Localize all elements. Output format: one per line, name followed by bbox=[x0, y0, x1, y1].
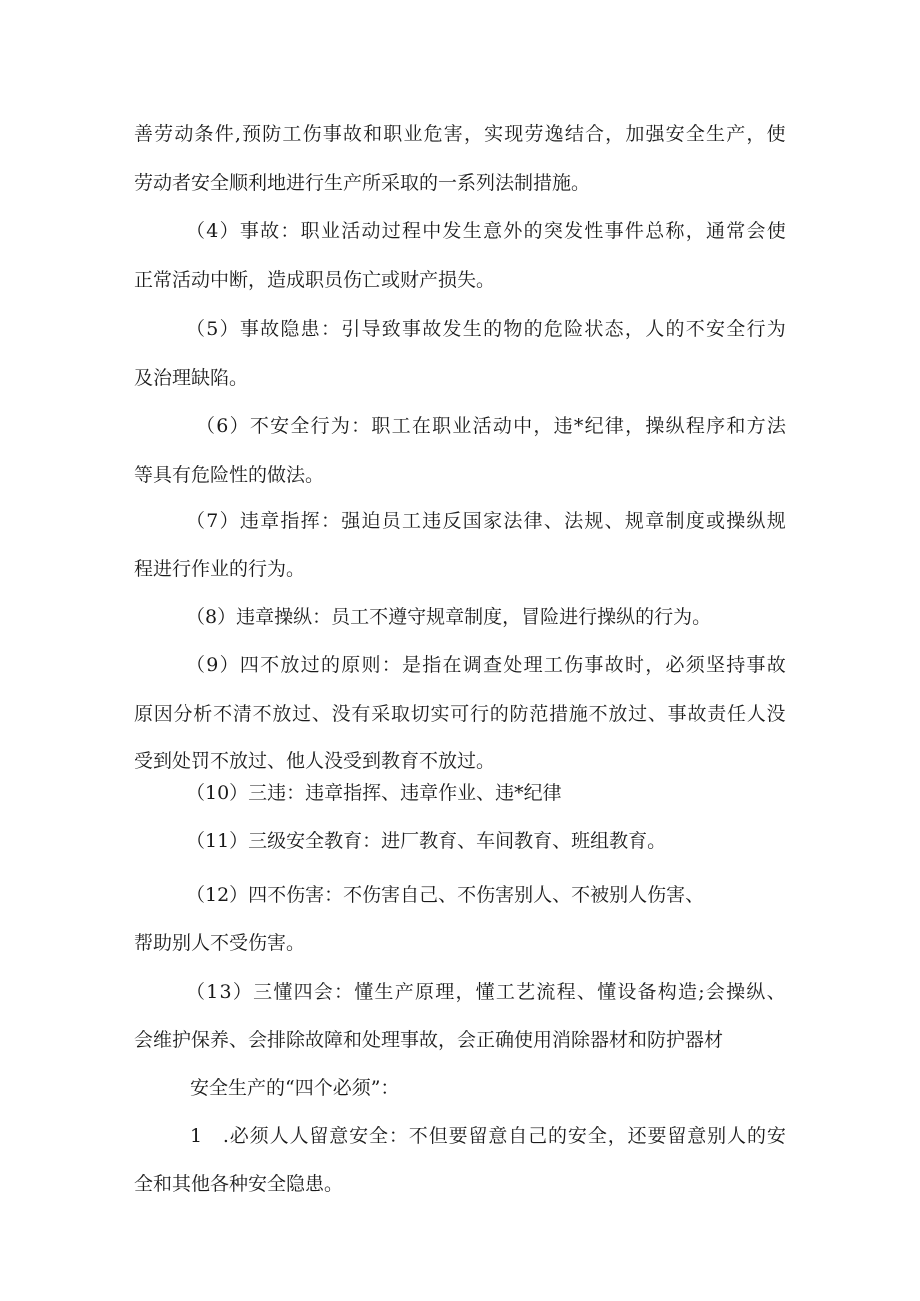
text-line: （11）三级安全教育：进厂教育、车间教育、班组教育。 bbox=[186, 830, 667, 852]
text-line: 会维护保养、会排除故障和处理事故，会正确使用消除器材和防护器材 bbox=[134, 1029, 724, 1051]
text-line: 全和其他各种安全隐患。 bbox=[134, 1173, 344, 1195]
text-line: 正常活动中断，造成职员伤亡或财产损失。 bbox=[134, 269, 496, 291]
text-line: （ 5 ） 事 故 隐 患 ： 引 导 致 事 故 发 生 的 物 的 危 险 状 态 ， 人 的 不 安 全 行 为 bbox=[186, 318, 786, 340]
text-line: 1 . 必 须 人 人 留 意 安 全 ： 不 但 要 留 意 自 己 的 安 全 ， 还 要 留 意 别 人 的 安 bbox=[190, 1125, 786, 1147]
text-line: （ 4 ） 事 故 ： 职 业 活 动 过 程 中 发 生 意 外 的 突 发 性 事 件 总 称 ， 通 常 会 使 bbox=[186, 220, 786, 242]
text-line: 善 劳 动 条 件 , 预 防 工 伤 事 故 和 职 业 危 害 ， 实 现 劳 逸 结 合 ， 加 强 安 全 生 产 ， 使 bbox=[134, 123, 786, 145]
text-line: 程进行作业的行为。 bbox=[134, 558, 306, 580]
text-line: 原 因 分 析 不 清 不 放 过 、 没 有 采 取 切 实 可 行 的 防 范 措 施 不 放 过 、 事 故 责 任 人 没 bbox=[134, 703, 786, 725]
text-line: 及治理缺陷。 bbox=[134, 367, 249, 389]
text-line: （8）违章操纵：员工不遵守规章制度，冒险进行操纵的行为。 bbox=[186, 606, 712, 628]
text-line: （ 7 ） 违 章 指 挥 ： 强 迫 员 工 违 反 国 家 法 律 、 法 规 、 规 章 制 度 或 操 纵 规 bbox=[186, 510, 786, 532]
text-line: （12）四不伤害：不伤害自己、不伤害别人、不被别人伤害、 bbox=[186, 884, 705, 906]
text-line: 受到处罚不放过、他人没受到教育不放过。 bbox=[134, 750, 496, 772]
text-line: （ 1 3 ） 三 懂 四 会 ： 懂 生 产 原 理 ， 懂 工 艺 流 程 、 懂 设 备 构 造 ; 会 操 纵 、 bbox=[186, 981, 786, 1003]
text-line: （10）三违：违章指挥、违章作业、违*纪律 bbox=[186, 782, 562, 804]
text-line: 帮助别人不受伤害。 bbox=[134, 932, 306, 954]
text-line: 等具有危险性的做法。 bbox=[134, 464, 325, 486]
section-heading: 安全生产的“四个必须”： bbox=[190, 1077, 400, 1099]
text-line: （ 9 ） 四 不 放 过 的 原 则 ： 是 指 在 调 查 处 理 工 伤 事 故 时 ， 必 须 坚 持 事 故 bbox=[186, 654, 786, 676]
text-line: 劳动者安全顺利地进行生产所采取的一系列法制措施。 bbox=[134, 172, 591, 194]
text-line: （ 6 ） 不 安 全 行 为 ： 职 工 在 职 业 活 动 中 ， 违 * 纪 律 ， 操 纵 程 序 和 方 法 bbox=[196, 415, 786, 437]
